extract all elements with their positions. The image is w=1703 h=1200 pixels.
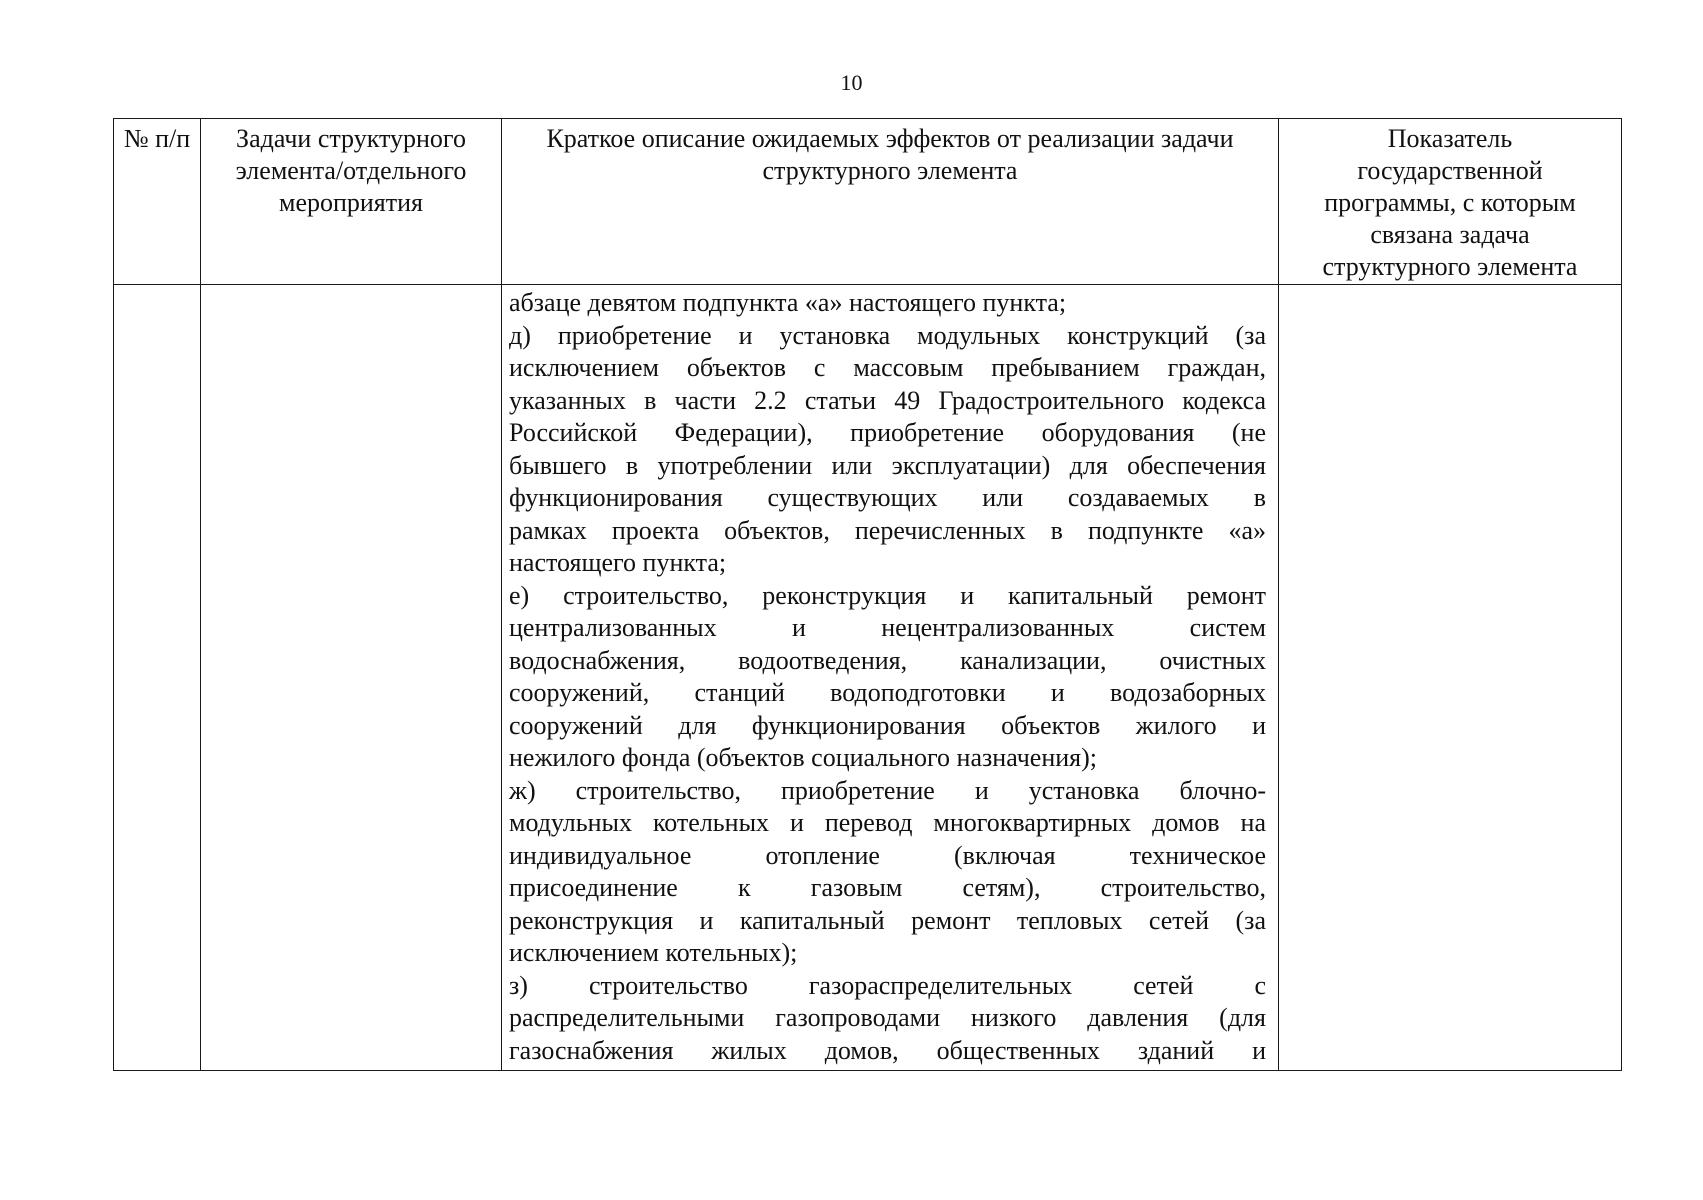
header-line: мероприятия [278, 188, 423, 217]
header-line: Краткое описание ожидаемых эффектов от реализации задачи [546, 124, 1234, 153]
header-line: № п/п [123, 124, 191, 153]
description-line: е) строительство, реконструкция и капитальный ремонт [509, 580, 1266, 610]
description-line: присоединение к газовым сетям), строительство, [509, 873, 1266, 902]
description-line: бывшего в употреблении или эксплуатации) для обеспечения [509, 450, 1266, 480]
description-line: указанных в части 2.2 статьи 49 Градостроительного кодекса [509, 385, 1266, 415]
description-line: Российской Федерации), приобретение оборудования (не [509, 418, 1266, 447]
description-line: водоснабжения, водоотведения, канализации, очистных [509, 645, 1266, 675]
program-table [113, 118, 1622, 1071]
description-line: модульных котельных и перевод многоквартирных домов на [509, 808, 1266, 837]
header-line: элемента/отдельного [235, 156, 467, 185]
header-tasks [201, 119, 502, 285]
description-line: сооружений для функционирования объектов жилого и [509, 710, 1266, 740]
description-line: индивидуальное отопление (включая техническое [509, 840, 1266, 870]
table-header-row [114, 119, 1622, 285]
description-line: исключением котельных); [509, 938, 798, 967]
description-line: ж) строительство, приобретение и установка блочно- [509, 775, 1266, 805]
table-row [114, 285, 1622, 1071]
description-line: функционирования существующих или создаваемых в [509, 483, 1266, 512]
description-line: настоящего пункта; [509, 548, 727, 577]
cell-number [114, 285, 201, 1071]
header-line: связана задача [1370, 220, 1530, 249]
header-line: Задачи структурного [236, 124, 466, 153]
header-effects [502, 119, 1279, 285]
header-line: программы, с которым [1324, 188, 1576, 217]
header-indicator [1279, 119, 1622, 285]
description-line: нежилого фонда (объектов социального назначения); [509, 743, 1097, 772]
header-line: структурного элемента [1322, 252, 1578, 281]
description-line: з) строительство газораспределительных сетей с [509, 970, 1266, 1000]
description-line: рамках проекта объектов, перечисленных в подпункте «а» [509, 515, 1266, 545]
header-line: структурного элемента [762, 156, 1018, 185]
description-line: исключением объектов с массовым пребыванием граждан, [509, 353, 1266, 382]
cell-task [201, 285, 502, 1071]
page-number: 10 [840, 70, 863, 95]
description-line: сооружений, станций водоподготовки и водозаборных [509, 678, 1266, 707]
cell-description [502, 285, 1279, 1071]
description-line: д) приобретение и установка модульных конструкций (за [509, 320, 1266, 350]
header-line: Показатель [1387, 124, 1513, 153]
description-line: абзаце девятом подпункта «а» настоящего пункта; [509, 288, 1067, 317]
cell-indicator [1279, 285, 1622, 1071]
description-line: реконструкция и капитальный ремонт тепловых сетей (за [509, 905, 1266, 935]
description-line: централизованных и нецентрализованных систем [509, 613, 1266, 642]
description-line: распределительными газопроводами низкого давления (для [509, 1003, 1266, 1032]
header-line: государственной [1357, 156, 1543, 185]
header-number [114, 119, 201, 285]
description-line: газоснабжения жилых домов, общественных зданий и [509, 1035, 1266, 1065]
